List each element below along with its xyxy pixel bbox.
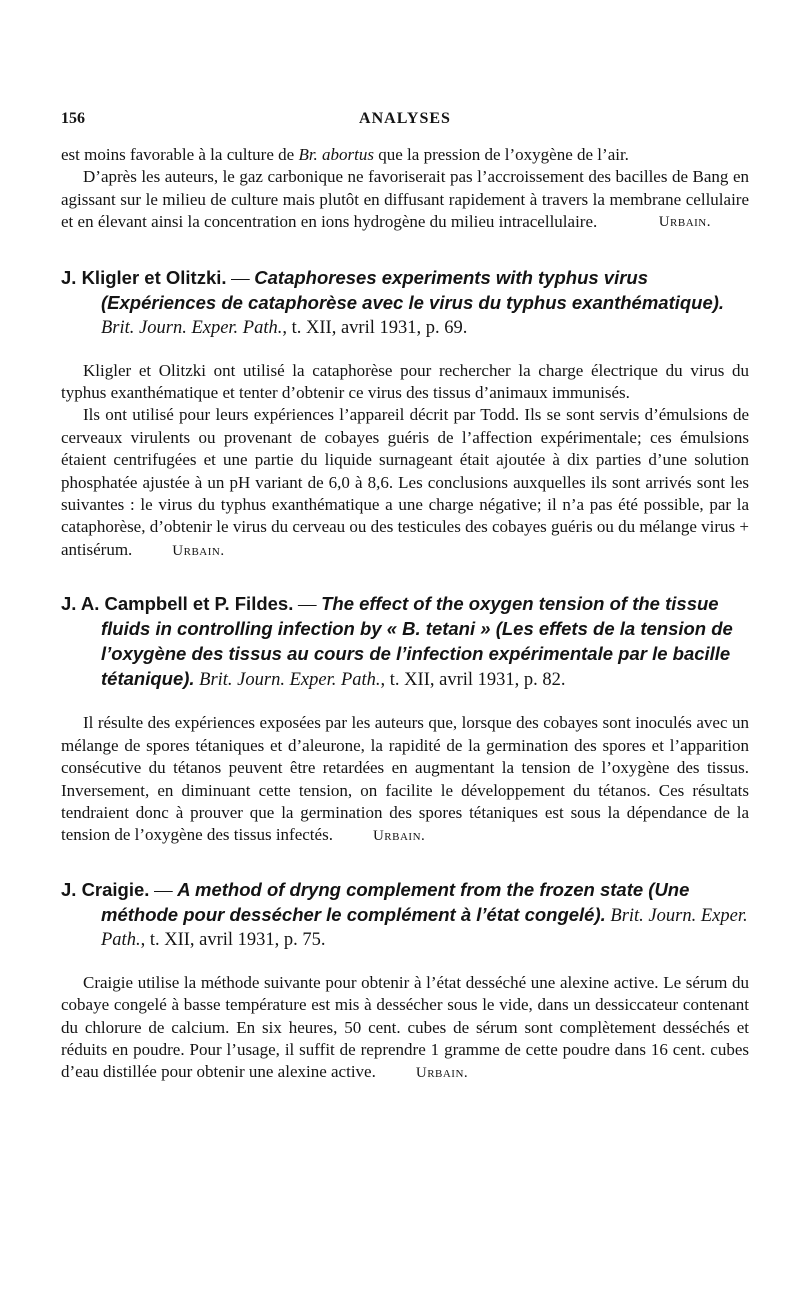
fragment-paragraph-1: est moins favorable à la culture de Br. abortus que la pression de l’oxygène de l’air. bbox=[61, 145, 629, 164]
article bbox=[61, 592, 749, 847]
signature: Urbain. bbox=[415, 1065, 469, 1082]
signature: Urbain. bbox=[658, 214, 711, 231]
article bbox=[61, 266, 749, 563]
article-journal: Brit. Journ. Exper. Path. bbox=[101, 905, 748, 950]
page bbox=[61, 110, 749, 1085]
article-reference: J. Craigie. — A method of dryng complement from the frozen state (Une méthode pour dessécher le complément à l’état congelé). Brit. Journ. Exper. Path., t. XII, avril 1931, p. 75. bbox=[61, 878, 748, 950]
article-paragraph: Ils ont utilisé pour leurs expériences l’appareil décrit par Todd. Ils se sont servis d’émulsions de cerveaux virulents ou provenant de cobayes guéris de l’affection expérimentale; ces émulsions étaient centrifugées et une partie du liquide surnageant était ajoutée à dix parties d’une solution phosphatée ajustée à un pH variant de 6,0 à 8,6. Les conclusions auxquelles ils sont arrivés sont les suivantes : le virus du typhus exanthématique a une charge négative; il n’a pas été possible, par la cataphorèse, d’obtenir le virus du cerveau ou des testicules des cobayes guéris ou du mélange virus + antisérum. Urbain. bbox=[61, 405, 749, 559]
article-authors: J. Craigie. bbox=[61, 878, 150, 900]
article-authors: J. Kligler et Olitzki. bbox=[61, 266, 227, 288]
article-details: , t. XII, avril 1931, p. 69. bbox=[282, 317, 468, 338]
article-title: Cataphoreses experiments with typhus virus (Expériences de cataphorèse avec le virus du typhus exanthématique). bbox=[101, 266, 725, 313]
article-details: , t. XII, avril 1931, p. 75. bbox=[140, 929, 326, 950]
article-authors: J. A. Campbell et P. Fildes. bbox=[61, 593, 294, 615]
article-reference: J. A. Campbell et P. Fildes. — The effect of the oxygen tension of the tissue fluids in controlling infection by « B. tetani » (Les effets de la tension de l’oxygène des tissus au cours de l’infection expérimentale par le bacille tétanique). Brit. Journ. Exper. Path., t. XII, avril 1931, p. 82. bbox=[61, 593, 733, 691]
article-journal: Brit. Journ. Exper. Path. bbox=[199, 670, 381, 691]
section-title: ANALYSES bbox=[359, 110, 451, 127]
continued-fragment bbox=[61, 144, 749, 234]
article-paragraph: Kligler et Olitzki ont utilisé la cataphorèse pour rechercher la charge électrique du virus du typhus exanthématique et tenter d’obtenir ce virus des tissus d’animaux immunisés. bbox=[61, 360, 749, 403]
article-title: A method of dryng complement from the frozen state (Une méthode pour dessécher le complément à l’état congelé). bbox=[101, 878, 690, 925]
article-reference: J. Kligler et Olitzki. — Cataphoreses experiments with typhus virus (Expériences de cataphorèse avec le virus du typhus exanthématique). Brit. Journ. Exper. Path., t. XII, avril 1931, p. 69. bbox=[61, 266, 725, 338]
article-title: The effect of the oxygen tension of the tissue fluids in controlling infection by « B. tetani » (Les effets de la tension de l’oxygène des tissus au cours de l’infection expérimentale par le bacille tétanique). bbox=[101, 593, 733, 690]
page-number: 156 bbox=[61, 110, 85, 127]
signature: Urbain. bbox=[172, 542, 225, 559]
signature: Urbain. bbox=[372, 828, 426, 845]
article-paragraph: Il résulte des expériences exposées par les auteurs que, lorsque des cobayes sont inoculés avec un mélange de spores tétaniques et d’aleurone, la rapidité de la germination des spores et l’apparition consécutive du tétanos peuvent être retardées en augmentant la tension de l’oxygène des tissus. Inversement, en diminuant cette tension, on facilite le développement du tétanos. Ces résultats tendraient donc à prouver que la germination des spores tétaniques est sous la dépendance de la tension de l’oxygène des tissus infectés. Urbain. bbox=[61, 713, 749, 845]
article-paragraph: Craigie utilise la méthode suivante pour obtenir à l’état desséché une alexine active. Le sérum du cobaye congelé à basse température est mis à dessécher sous le vide, dans un dessiccateur contenant du chlorure de calcium. En six heures, 50 cent. cubes de sérum sont complètement desséchés et réduits en poudre. Pour l’usage, il suffit de reprendre 1 gramme de cette poudre dans 16 cent. cubes d’eau distillée pour obtenir une alexine active. Urbain. bbox=[61, 972, 749, 1082]
article-journal: Brit. Journ. Exper. Path. bbox=[101, 317, 283, 338]
article-details: , t. XII, avril 1931, p. 82. bbox=[380, 670, 566, 691]
fragment-paragraph-2: D’après les auteurs, le gaz carbonique ne favoriserait pas l’accroissement des bacilles de Bang en agissant sur le milieu de culture mais plutôt en diffusant rapidement à travers la membrane cellulaire et en élevant ainsi la concentration en ions hydrogène du milieu intracellulaire. Urbain. bbox=[61, 166, 749, 233]
article bbox=[61, 878, 749, 1085]
running-head bbox=[61, 110, 749, 134]
